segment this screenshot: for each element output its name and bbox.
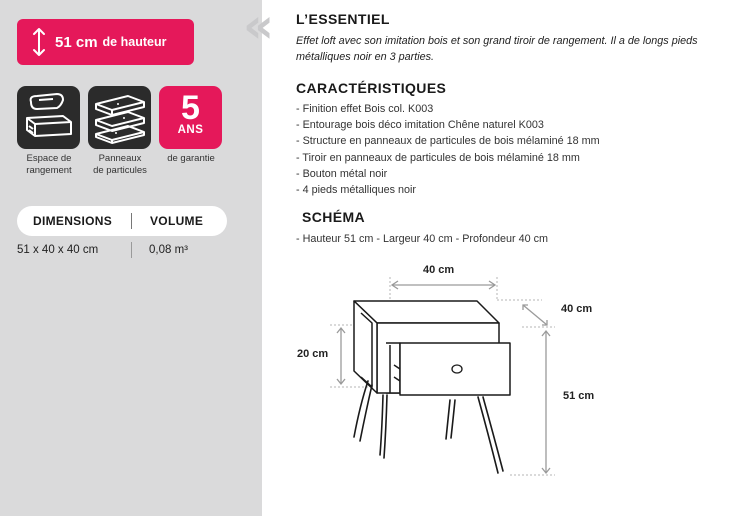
panels-icon [88, 86, 151, 149]
width-label: 40 cm [423, 264, 455, 276]
list-item: - Finition effet Bois col. K003 [296, 103, 434, 115]
vertical-arrow-icon [31, 27, 47, 57]
height-label: 51 cm [563, 390, 595, 402]
volume-value: 0,08 m³ [149, 244, 188, 256]
list-item: - Entourage bois déco imitation Chêne naturel K003 [296, 119, 544, 132]
panels-caption: Panneaux de particules [93, 153, 147, 176]
schema-summary: - Hauteur 51 cm - Largeur 40 cm - Profondeur 40 cm [296, 233, 549, 245]
height-badge [17, 19, 194, 65]
nightstand-diagram [280, 255, 620, 490]
height-value: 51 cm [55, 33, 98, 51]
warranty-unit: ANS [177, 124, 204, 136]
essentiel-title: L’ESSENTIEL [296, 11, 390, 27]
knob-icon [452, 365, 462, 373]
dimensions-label: DIMENSIONS [33, 214, 113, 228]
drawer-height-label: 20 cm [297, 348, 329, 360]
storage-caption: Espace de rangement [26, 153, 72, 176]
warranty-icon [159, 86, 222, 149]
dimensions-value: 51 x 40 x 40 cm [17, 244, 99, 256]
schema-title: SCHÉMA [302, 209, 366, 225]
value-divider [131, 242, 132, 258]
volume-label: VOLUME [150, 214, 204, 228]
sidebar [0, 0, 262, 516]
list-item: - Structure en panneaux de particules de bois mélaminé 18 mm [296, 135, 600, 148]
caracteristiques-title: CARACTÉRISTIQUES [296, 80, 447, 96]
height-label: de hauteur [102, 35, 167, 49]
list-item: - Bouton métal noir [296, 167, 388, 180]
quote-mark-icon: « [243, 0, 269, 54]
spec-list [296, 101, 600, 198]
dimensions-header [17, 206, 227, 236]
list-item: - Tiroir en panneaux de particules de bois mélaminé 18 mm [296, 151, 580, 164]
header-divider [131, 213, 132, 229]
list-item: - 4 pieds métalliques noir [296, 184, 417, 197]
depth-label: 40 cm [561, 303, 593, 315]
warranty-number: 5 [181, 89, 200, 127]
essentiel-text: Effet loft avec son imitation bois et son grand tiroir de rangement. Il a de longs pieds métalliques noir en 3 parties. [296, 35, 698, 63]
warranty-caption: de garantie [167, 153, 215, 164]
storage-icon [17, 86, 80, 149]
